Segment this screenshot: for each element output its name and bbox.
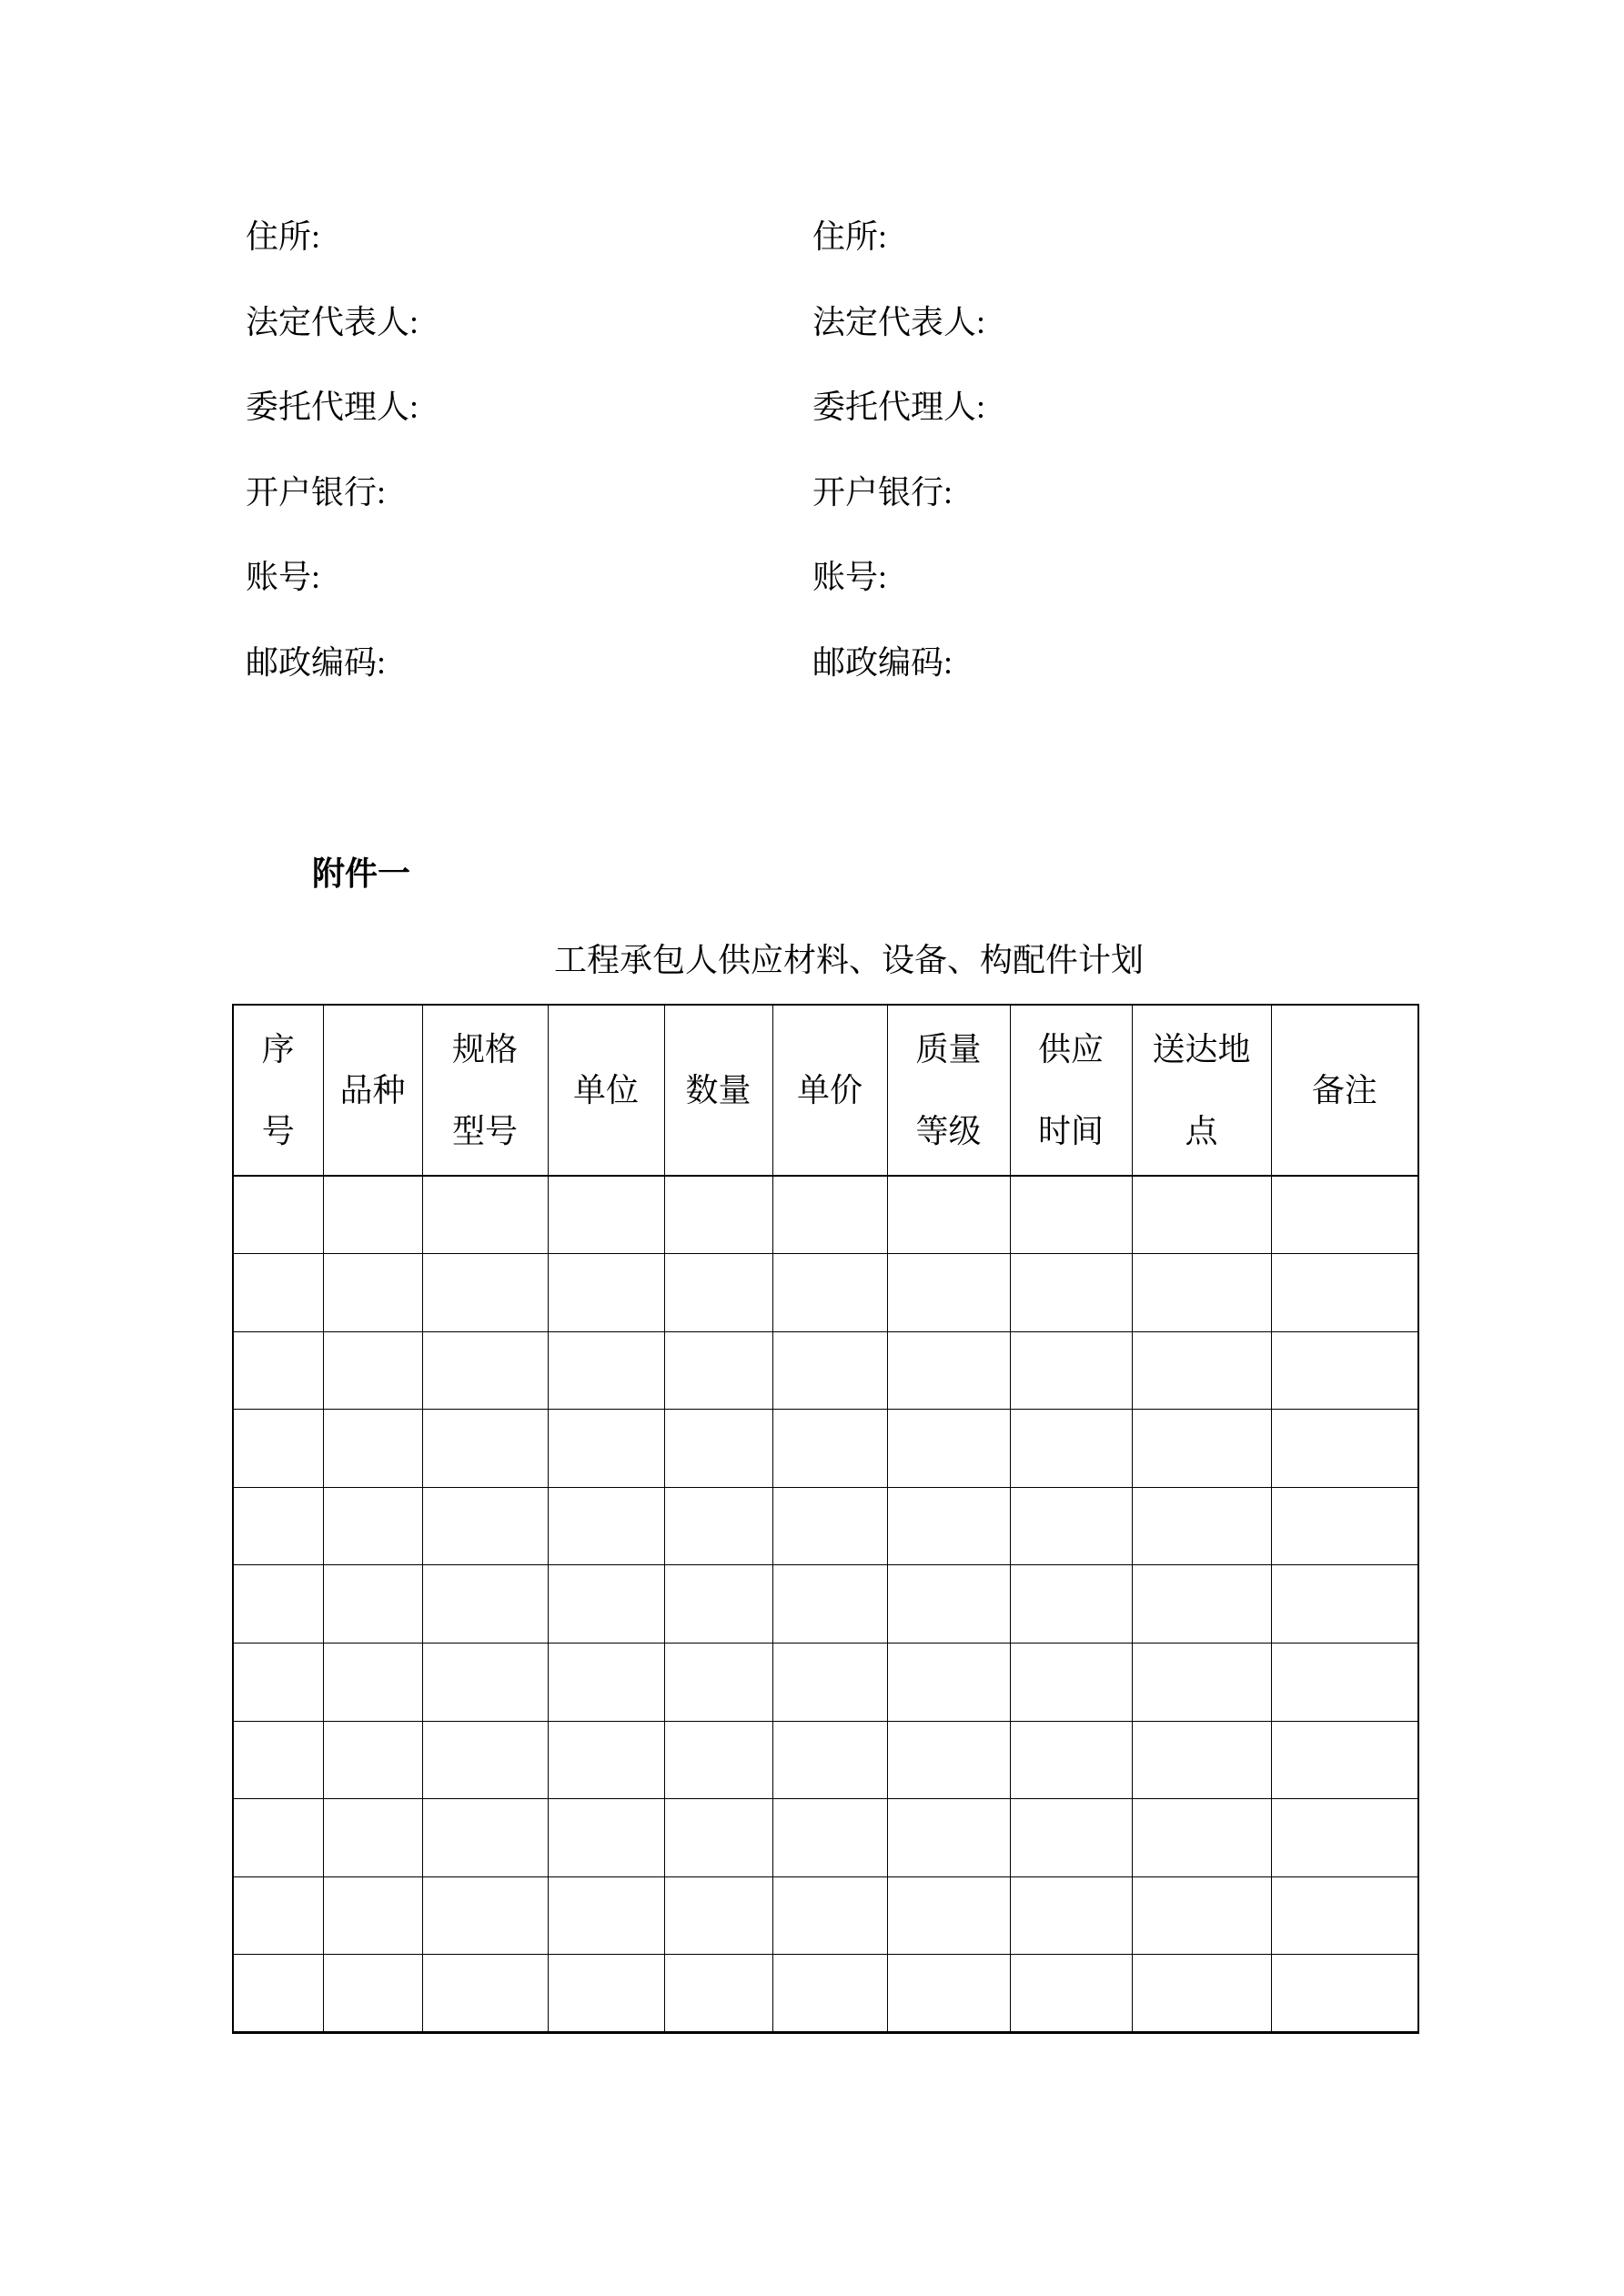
table-cell xyxy=(772,1410,887,1488)
table-cell xyxy=(772,1876,887,1955)
table-cell xyxy=(664,1410,772,1488)
header-cell-quantity xyxy=(664,1005,772,1176)
table-cell xyxy=(548,1176,664,1254)
table-cell xyxy=(1132,1410,1271,1488)
table-cell xyxy=(422,1721,548,1799)
table-cell xyxy=(548,1487,664,1565)
table-cell xyxy=(1132,1799,1271,1877)
table-cell xyxy=(1132,1487,1271,1565)
table-cell xyxy=(323,1876,422,1955)
table-cell xyxy=(772,1254,887,1332)
table-cell xyxy=(1271,1955,1418,2033)
table-cell xyxy=(1271,1254,1418,1332)
header-cell-spec-model xyxy=(422,1005,548,1176)
account-label: 账号: xyxy=(246,559,321,596)
table-cell xyxy=(887,1876,1010,1955)
table-cell xyxy=(772,1565,887,1644)
table-cell xyxy=(664,1331,772,1410)
table-cell xyxy=(664,1565,772,1644)
attachment-heading: 附件一 xyxy=(312,855,411,892)
table-cell xyxy=(664,1487,772,1565)
table-cell xyxy=(233,1721,323,1799)
table-cell xyxy=(323,1176,422,1254)
table-cell xyxy=(887,1955,1010,2033)
table-cell xyxy=(548,1331,664,1410)
legal-rep-label: 法定代表人: xyxy=(812,303,986,340)
header-cell-delivery-place xyxy=(1132,1005,1271,1176)
table-cell xyxy=(1132,1254,1271,1332)
postal-code-label: 邮政编码: xyxy=(246,643,387,681)
table-cell xyxy=(772,1176,887,1254)
table-cell xyxy=(422,1331,548,1410)
table-header-row xyxy=(233,1005,1418,1176)
table-cell xyxy=(664,1955,772,2033)
table-cell xyxy=(887,1799,1010,1877)
table-cell xyxy=(1010,1799,1132,1877)
postal-code-label: 邮政编码: xyxy=(812,643,953,681)
plan-table-body xyxy=(233,1176,1418,2033)
header-text: 数量 xyxy=(685,1072,751,1108)
table-cell xyxy=(1132,1176,1271,1254)
table-row xyxy=(233,1644,1418,1722)
agent-label: 委托代理人: xyxy=(812,389,986,426)
table-cell xyxy=(548,1799,664,1877)
table-row xyxy=(233,1799,1418,1877)
header-text: 送达地 xyxy=(1152,1031,1251,1067)
header-cell-unit-price xyxy=(772,1005,887,1176)
table-cell xyxy=(772,1487,887,1565)
table-cell xyxy=(323,1799,422,1877)
table-cell xyxy=(664,1876,772,1955)
table-cell xyxy=(1271,1487,1418,1565)
header-text: 等级 xyxy=(915,1113,982,1149)
supply-plan-table xyxy=(232,1004,1419,2034)
header-text: 序 xyxy=(261,1031,295,1067)
header-text: 质量 xyxy=(915,1031,982,1067)
table-row xyxy=(233,1487,1418,1565)
table-cell xyxy=(1010,1176,1132,1254)
table-cell xyxy=(1271,1176,1418,1254)
header-text: 点 xyxy=(1185,1113,1218,1149)
table-row xyxy=(233,1331,1418,1410)
table-cell xyxy=(233,1410,323,1488)
table-cell xyxy=(1132,1955,1271,2033)
table-cell xyxy=(772,1799,887,1877)
table-title: 工程承包人供应材料、设备、构配件计划 xyxy=(554,942,1145,978)
table-cell xyxy=(233,1487,323,1565)
table-cell xyxy=(233,1799,323,1877)
table-cell xyxy=(548,1955,664,2033)
header-cell-remarks xyxy=(1271,1005,1418,1176)
table-cell xyxy=(772,1955,887,2033)
party-info-left xyxy=(246,220,419,732)
table-cell xyxy=(1271,1721,1418,1799)
table-cell xyxy=(323,1955,422,2033)
party-info-right xyxy=(812,220,985,732)
header-text: 品种 xyxy=(339,1072,406,1108)
address-label: 住所: xyxy=(812,218,888,255)
table-cell xyxy=(1271,1410,1418,1488)
legal-rep-label: 法定代表人: xyxy=(246,303,419,340)
table-cell xyxy=(548,1721,664,1799)
table-cell xyxy=(772,1331,887,1410)
table-cell xyxy=(887,1410,1010,1488)
table-cell xyxy=(887,1487,1010,1565)
table-cell xyxy=(1010,1955,1132,2033)
table-cell xyxy=(323,1644,422,1722)
table-cell xyxy=(887,1254,1010,1332)
header-text: 规格 xyxy=(451,1031,518,1067)
table-cell xyxy=(548,1876,664,1955)
table-cell xyxy=(887,1721,1010,1799)
table-cell xyxy=(233,1331,323,1410)
table-cell xyxy=(422,1487,548,1565)
table-cell xyxy=(887,1644,1010,1722)
header-cell-unit xyxy=(548,1005,664,1176)
header-text: 单价 xyxy=(796,1072,862,1108)
table-cell xyxy=(664,1721,772,1799)
table-cell xyxy=(422,1876,548,1955)
table-cell xyxy=(1132,1565,1271,1644)
header-text: 时间 xyxy=(1037,1113,1104,1149)
table-row xyxy=(233,1721,1418,1799)
table-row xyxy=(233,1955,1418,2033)
table-cell xyxy=(887,1331,1010,1410)
table-cell xyxy=(1271,1331,1418,1410)
table-cell xyxy=(422,1565,548,1644)
table-cell xyxy=(1132,1721,1271,1799)
table-cell xyxy=(323,1254,422,1332)
table-cell xyxy=(1132,1331,1271,1410)
table-cell xyxy=(422,1176,548,1254)
table-cell xyxy=(323,1487,422,1565)
header-text: 备注 xyxy=(1311,1072,1377,1108)
table-cell xyxy=(1010,1644,1132,1722)
table-cell xyxy=(233,1254,323,1332)
header-cell-quality-grade xyxy=(887,1005,1010,1176)
table-row xyxy=(233,1565,1418,1644)
table-cell xyxy=(887,1176,1010,1254)
table-cell xyxy=(323,1410,422,1488)
table-cell xyxy=(548,1644,664,1722)
header-text: 号 xyxy=(261,1113,295,1149)
table-cell xyxy=(1010,1721,1132,1799)
table-cell xyxy=(422,1410,548,1488)
header-text: 型号 xyxy=(451,1113,518,1149)
table-cell xyxy=(1010,1331,1132,1410)
table-cell xyxy=(1010,1565,1132,1644)
table-cell xyxy=(772,1644,887,1722)
table-row xyxy=(233,1254,1418,1332)
table-cell xyxy=(664,1176,772,1254)
bank-label: 开户银行: xyxy=(246,473,387,511)
table-cell xyxy=(233,1644,323,1722)
table-cell xyxy=(1271,1644,1418,1722)
address-label: 住所: xyxy=(246,218,321,255)
table-cell xyxy=(233,1565,323,1644)
table-header xyxy=(233,1005,1418,1176)
table-cell xyxy=(772,1721,887,1799)
table-cell xyxy=(1132,1876,1271,1955)
table-cell xyxy=(233,1955,323,2033)
table-cell xyxy=(664,1254,772,1332)
header-text: 供应 xyxy=(1037,1031,1104,1067)
table-cell xyxy=(1271,1799,1418,1877)
table-cell xyxy=(323,1565,422,1644)
table-cell xyxy=(1271,1565,1418,1644)
table-cell xyxy=(422,1955,548,2033)
table-cell xyxy=(548,1410,664,1488)
table-cell xyxy=(233,1176,323,1254)
table-cell xyxy=(1010,1410,1132,1488)
header-cell-supply-time xyxy=(1010,1005,1132,1176)
table-cell xyxy=(1132,1644,1271,1722)
table-cell xyxy=(323,1331,422,1410)
agent-label: 委托代理人: xyxy=(246,389,419,426)
table-cell xyxy=(422,1254,548,1332)
header-text: 单位 xyxy=(572,1072,639,1108)
table-cell xyxy=(664,1644,772,1722)
table-row xyxy=(233,1410,1418,1488)
table-cell xyxy=(422,1799,548,1877)
bank-label: 开户银行: xyxy=(812,473,953,511)
table-cell xyxy=(887,1565,1010,1644)
table-cell xyxy=(1010,1254,1132,1332)
table-cell xyxy=(1010,1487,1132,1565)
table-row xyxy=(233,1176,1418,1254)
table-cell xyxy=(664,1799,772,1877)
table-cell xyxy=(422,1644,548,1722)
account-label: 账号: xyxy=(812,559,888,596)
table-cell xyxy=(1010,1876,1132,1955)
header-cell-variety xyxy=(323,1005,422,1176)
table-cell xyxy=(233,1876,323,1955)
table-row xyxy=(233,1876,1418,1955)
table-cell xyxy=(1271,1876,1418,1955)
table-cell xyxy=(548,1254,664,1332)
table-cell xyxy=(323,1721,422,1799)
table-cell xyxy=(548,1565,664,1644)
header-cell-serial-number xyxy=(233,1005,323,1176)
